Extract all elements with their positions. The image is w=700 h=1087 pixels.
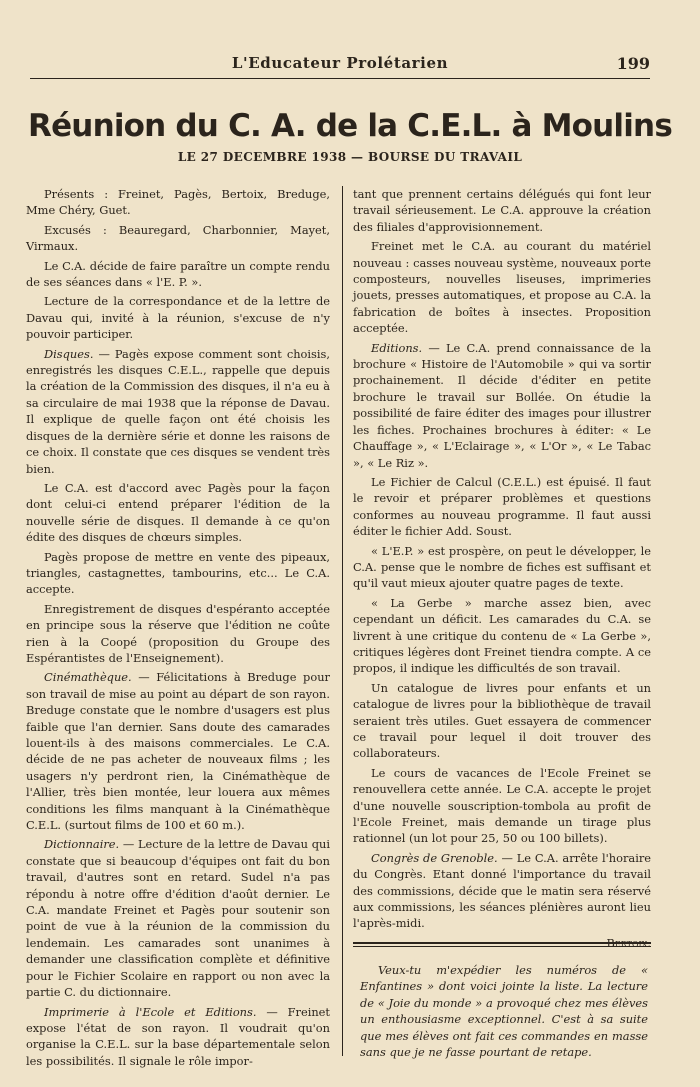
paragraph: Freinet met le C.A. au courant du matériel nouveau : casses nouveau système, nouveaux porte composteurs, nouvelles liseuses, imprimeries jouets, presses automatiques, et propose au C.A. la fabrication de boîtes à insectes. Proposition acceptée. xyxy=(353,239,651,336)
signature: Bertoix. xyxy=(606,935,651,950)
paragraph: Imprimerie à l'Ecole et Editions. — Freinet expose l'état de son rayon. Il voudrait qu'on organise la C.E.L. sur la base départementale selon les possibilités. Il signale le rôle impor- xyxy=(26,1004,330,1068)
paragraph: Enregistrement de disques d'espéranto acceptée en principe sous la réserve que l'édition ne coûte rien à la Coopé (proposition du Groupe des Espérantistes de l'Enseignement). xyxy=(26,601,330,665)
section-heading-cinematheque: Cinémathèque. — xyxy=(44,670,150,685)
section-heading-dictionnaire: Dictionnaire. — xyxy=(44,837,135,852)
paragraph: « L'E.P. » est prospère, on peut le développer, le C.A. pense que le nombre de fiches est suffisant et qu'il vaut mieux ajouter quatre pages de texte. xyxy=(353,543,651,591)
section-heading-congres: Congrès de Grenoble. — xyxy=(371,850,513,865)
section-heading-editions: Editions. — xyxy=(371,340,440,355)
paragraph: Cinémathèque. — Félicitations à Breduge pour son travail de mise au point au départ de son rayon. Breduge constate que le nombre d'usagers est plus faible que l'an dernier. Sans doute des camarades louent-ils à des maisons commerciales. Le C.A. décide de ne pas acheter de nouveaux films ; les usagers n'y perdront rien, la Cinémathèque de l'Allier, très bien montée, leur louera aux mêmes conditions les films manquant à la Cinémathèque C.E.L. (surtout films de 100 et 60 m.). xyxy=(26,670,330,833)
reader-note: Veux-tu m'expédier les numéros de « Enfantines » dont voici jointe la liste. La lecture de « Joie du monde » a provoqué chez mes élèves un enthousiasme exceptionnel. C'est à sa suite que mes élèves ont fait ces commandes en masse sans que je ne fasse pourtant de retape. xyxy=(360,963,648,1060)
paragraph: Editions. — Le C.A. prend connaissance de la brochure « Histoire de l'Automobile » qui va sortir prochainement. Il décide d'éditer en petite brochure le travail sur Bollée. On étudie la possibilité de faire éditer des images pour illustrer les fiches. Prochaines brochures à éditer: « Le Chauffage », « L'Eclairage », « L'Or », « Le Tabac », « Le Riz ». xyxy=(353,340,651,470)
article-title: Réunion du C. A. de la C.E.L. à Moulins xyxy=(28,108,672,144)
page-number: 199 xyxy=(616,54,650,73)
paragraph: tant que prennent certains délégués qui font leur travail sérieusement. Le C.A. approuve la création des filiales d'approvisionnement. xyxy=(353,187,651,234)
paragraph: Congrès de Grenoble. — Le C.A. arrête l'horaire du Congrès. Etant donné l'importance du travail des commissions, décide que le matin sera réservé aux commissions, les séances plénières auront lieu l'après-midi. xyxy=(353,850,652,931)
paragraph: Disques. — Pagès expose comment sont choisis, enregistrés les disques C.E.L., rappelle que depuis la création de la Commission des disques, il n'a eu à sa circulaire de mai 1938 que la réponse de Davau. Il explique de quelle façon ont été choisis les disques de la dernière série et donne les raisons de ce choix. Il constate que ces disques se vendent très bien. xyxy=(26,346,330,476)
right-column xyxy=(353,186,652,950)
column-divider xyxy=(342,186,343,1056)
box-rule-top xyxy=(353,942,651,944)
paragraph: Le C.A. décide de faire paraître un compte rendu de ses séances dans « l'E. P. ». xyxy=(26,258,330,290)
paragraph: Présents : Freinet, Pagès, Bertoix, Breduge, Mme Chéry, Guet. xyxy=(26,187,330,218)
section-heading-imprimerie: Imprimerie à l'Ecole et Editions. — xyxy=(44,1004,278,1019)
header-rule xyxy=(30,78,650,79)
left-column xyxy=(26,186,330,1068)
paragraph: Excusés : Beauregard, Charbonnier, Mayet, Virmaux. xyxy=(26,222,330,254)
paragraph: « La Gerbe » marche assez bien, avec cependant un déficit. Les camarades du C.A. se livrent à une critique du contenu de « La Gerbe », critiques légères dont Freinet tiendra compte. A ce propos, il indique les difficultés de son travail. xyxy=(353,595,651,676)
paragraph: Pagès propose de mettre en vente des pipeaux, triangles, castagnettes, tambourins, etc... Le C.A. accepte. xyxy=(26,549,330,597)
box-rule-inner xyxy=(353,946,651,947)
running-header xyxy=(30,54,650,80)
paragraph: Le Fichier de Calcul (C.E.L.) est épuisé. Il faut le revoir et préparer problèmes et questions conformes au nouveau programme. Il faut aussi éditer le fichier Add. Soust. xyxy=(353,474,651,539)
section-heading-disques: Disques. — xyxy=(44,346,110,361)
journal-title: L'Educateur Prolétarien xyxy=(231,54,449,72)
article-subtitle: LE 27 DECEMBRE 1938 — BOURSE DU TRAVAIL xyxy=(177,150,523,164)
paragraph: Lecture de la correspondance et de la lettre de Davau qui, invité à la réunion, s'excuse de n'y pouvoir participer. xyxy=(26,294,330,342)
paragraph: Le cours de vacances de l'Ecole Freinet se renouvellera cette année. Le C.A. accepte le projet d'une nouvelle souscription-tombola au profit de l'Ecole Freinet, mais demande un tirage plus rationnel (un lot pour 25, 50 ou 100 billets). xyxy=(353,765,651,846)
paragraph: Un catalogue de livres pour enfants et un catalogue de livres pour la bibliothèque de travail seraient très utiles. Guet essayera de commencer ce travail pour lequel il doit trouver des collaborateurs. xyxy=(353,680,651,761)
paragraph: Dictionnaire. — Lecture de la lettre de Davau qui constate que si beaucoup d'équipes ont fait du bon travail, d'autres sont en retard. Sudel n'a pas répondu à notre offre d'édition d'août dernier. Le C.A. mandate Freinet et Pagès pour soutenir son point de vue à la réunion de la commission du lendemain. Les camarades sont unanimes à demander une classification complète et définitive pour le Fichier Scolaire en rapport ou non avec la partie C. du dictionnaire. xyxy=(26,837,330,1000)
paragraph: Le C.A. est d'accord avec Pagès pour la façon dont celui-ci entend préparer l'édition de la nouvelle série de disques. Il demande à ce qu'on édite des disques de chœurs simples. xyxy=(26,480,330,545)
